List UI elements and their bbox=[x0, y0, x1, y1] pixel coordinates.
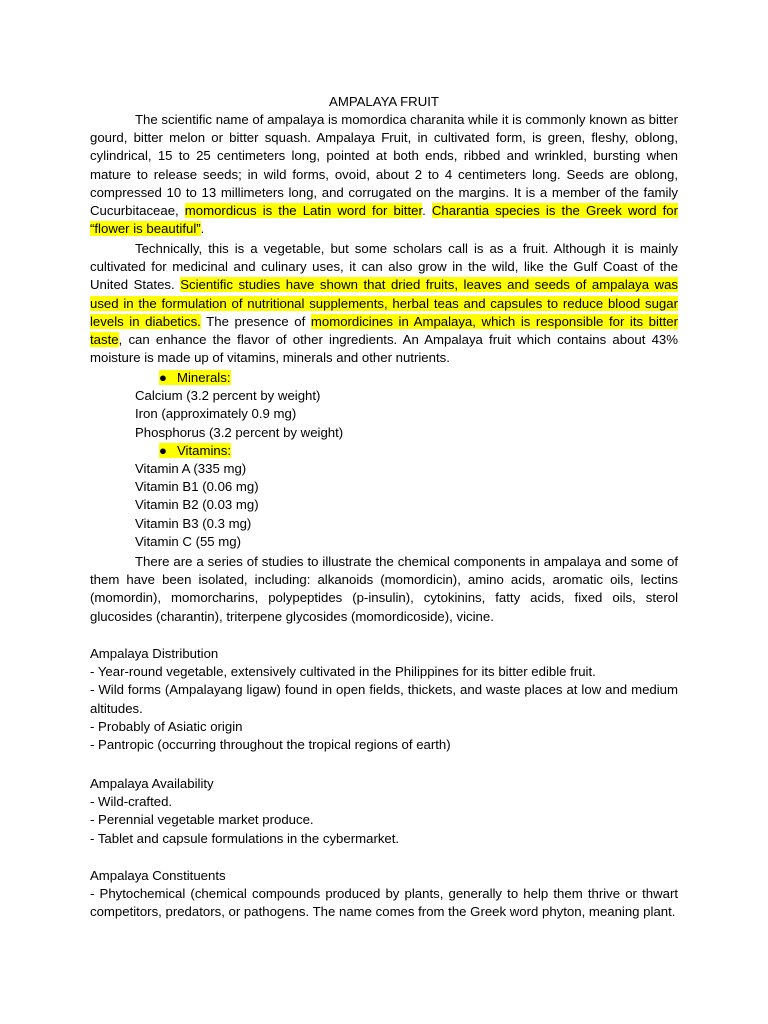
list-item: Vitamin B3 (0.3 mg) bbox=[135, 515, 252, 531]
document-title: AMPALAYA FRUIT bbox=[329, 94, 439, 109]
vitamins-heading: Vitamins: bbox=[177, 442, 231, 458]
highlighted-text: momordicus is the Latin word for bitter bbox=[184, 203, 423, 219]
list-item: - Wild forms (Ampalayang ligaw) found in open fields, thickets, and waste places at low and medium altitudes. bbox=[90, 682, 678, 716]
list-item: Phosphorus (3.2 percent by weight) bbox=[135, 424, 344, 440]
list-item: Calcium (3.2 percent by weight) bbox=[135, 388, 321, 404]
list-item: - Perennial vegetable market produce. bbox=[90, 812, 314, 828]
paragraph-text: , can enhance the flavor of other ingredients. An Ampalaya fruit which contains about 43% moisture is made up of vitamins, minerals and other nutrients. bbox=[90, 332, 678, 366]
list-item: Iron (approximately 0.9 mg) bbox=[135, 406, 297, 422]
section-heading: Ampalaya Constituents bbox=[90, 868, 226, 883]
minerals-bullet bbox=[135, 369, 343, 387]
highlighted-text: Scientific studies have shown that dried fruits, leaves and seeds of ampalaya was used in the formulation of nutritional supplements, herbal teas and capsules to reduce blood sugar levels in diabetics. bbox=[90, 277, 679, 329]
list-item: - Tablet and capsule formulations in the cybermarket. bbox=[90, 830, 400, 846]
list-item: Vitamin B1 (0.06 mg) bbox=[135, 479, 259, 495]
highlighted-text: momordicines in Ampalaya, which is responsible for its bitter taste bbox=[90, 313, 678, 348]
list-item: - Pantropic (occurring throughout the tropical regions of earth) bbox=[90, 737, 451, 753]
list-item: Vitamin B2 (0.03 mg) bbox=[135, 497, 259, 513]
list-item: - Probably of Asiatic origin bbox=[90, 718, 243, 734]
list-item: - Year-round vegetable, extensively cultivated in the Philippines for its bitter edible fruit. bbox=[90, 664, 596, 680]
paragraph-text: Technically, this is a vegetable, but some scholars call is as a fruit. Although it is mainly cultivated for medicinal and culinary uses, it can also grow in the wild, like the Gulf Coast of the United States. bbox=[90, 241, 678, 293]
paragraph-chemical-components: There are a series of studies to illustrate the chemical components in ampalaya and some of them have been isolated, including: alkanoids (momordicin), amino acids, aromatic oils, lectins (momordin), momorcharins, polypeptides (p-insulin), cytokinins, fatty acids, fixed oils, sterol glucosides (charantin), triterpene glycosides (momordicoside), vicine. bbox=[90, 554, 678, 624]
bullet-icon: ● bbox=[159, 370, 167, 385]
highlighted-text: Charantia species is the Greek word for “flower is beautiful” bbox=[90, 203, 678, 237]
list-item: - Wild-crafted. bbox=[90, 794, 173, 810]
paragraph-text: The scientific name of ampalaya is momordica charanita while it is commonly known as bitter gourd, bitter melon or bitter squash. Ampalaya Fruit, in cultivated form, is green, fleshy, oblong, cylindrical, 15 to 25 centimeters long, pointed at both ends, ribbed and wrinkled, bursting when mature to release seeds; in wild forms, ovoid, about 2 to 4 centimeters long. Seeds are oblong, compressed 10 to 13 millimeters long, and corrugated on the margins. It is a member of the family Cucurbitaceae, bbox=[90, 112, 678, 219]
section-heading: Ampalaya Availability bbox=[90, 776, 214, 791]
paragraph-vegetable bbox=[90, 240, 678, 367]
bullet-icon: ● bbox=[159, 442, 167, 458]
nutrients-list bbox=[135, 369, 343, 551]
list-item: Vitamin C (55 mg) bbox=[135, 533, 242, 549]
paragraph-text: . bbox=[200, 221, 205, 237]
minerals-heading: Minerals: bbox=[177, 370, 231, 385]
paragraph-scientific-name bbox=[90, 111, 678, 238]
paragraph-text: . bbox=[422, 203, 432, 219]
section-heading: Ampalaya Distribution bbox=[90, 646, 219, 661]
list-item: Vitamin A (335 mg) bbox=[135, 461, 247, 477]
section-availability bbox=[90, 775, 678, 848]
section-constituents bbox=[90, 867, 678, 922]
section-distribution bbox=[90, 645, 678, 754]
vitamins-bullet bbox=[135, 442, 343, 460]
paragraph-text: The presence of bbox=[200, 313, 311, 329]
paragraph-text: - Phytochemical (chemical compounds produced by plants, generally to help them thrive or thwart competitors, predators, or pathogens. The name comes from the Greek word phyton, meaning plant. bbox=[90, 886, 678, 920]
